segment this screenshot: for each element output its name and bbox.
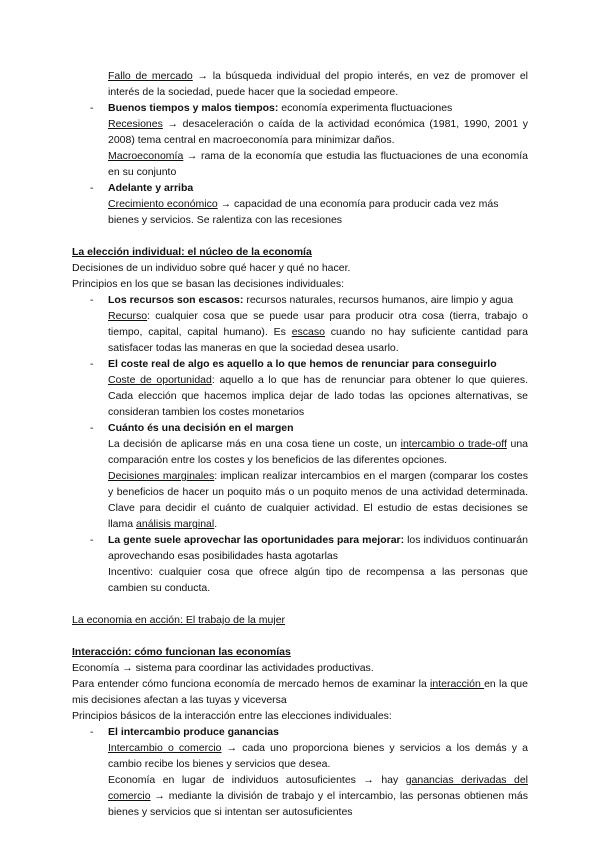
term-recesiones: Recesiones: [108, 118, 163, 130]
bullet-aprovechar-oportunidades: - La gente suele aprovechar las oportunidades para mejorar: los individuos continuarán aprovechando esas posibilidades hasta agotarlas: [72, 532, 528, 564]
intercambio-comercio-paragraph: Intercambio o comercio → cada uno proporciona bienes y servicios a los demás y a cambio recibe los bienes y servicios que desea.: [108, 742, 528, 770]
bullet-coste-real: - El coste real de algo es aquello a lo que hemos de renunciar para conseguirlo: [72, 356, 528, 372]
term-recurso: Recurso: [108, 310, 148, 322]
decisiones-marginales-paragraph: Decisiones marginales: implican realizar intercambios en el margen (comparar los costes y beneficios de hacer un poquito más o un poquito menos de una actividad determinada. Clave para decidir el cuánto de cualquier actividad. El estudio de estas decisiones se llama análisis marginal.: [108, 470, 528, 530]
crecimiento-paragraph: Crecimiento económico → capacidad de una economía para producir cada vez más bienes y servicios. Se ralentiza con las recesiones: [108, 198, 499, 226]
section-heading-eleccion-individual: La elección individual: el núcleo de la economía: [72, 246, 312, 258]
coste-oportunidad-paragraph: Coste de oportunidad: aquello a lo que has de renunciar para obtener lo que quieres. Cada elección que hacemos implica dejar de lado todas las opciones alternativas, se consideran tambien los costes monetarios: [108, 374, 529, 418]
ganancias-comercio-paragraph: Economía en lugar de individuos autosuficientes → hay ganancias derivadas del comercio → mediante la división de trabajo y el intercambio, las personas obtienen más bienes y servicios que si intentan ser autosuficientes: [108, 774, 528, 818]
intro-line-1: Decisiones de un individuo sobre qué hacer y qué no hacer.: [72, 262, 351, 274]
fallo-de-mercado-paragraph: Fallo de mercado → la búsqueda individual del propio interés, en vez de promover el interés de la sociedad, puede hacer que la sociedad empeore.: [108, 70, 529, 98]
bullet-intercambio-ganancias: - El intercambio produce ganancias: [72, 724, 528, 740]
macroeconomia-paragraph: Macroeconomía → rama de la economía que estudia las fluctuaciones de una economía en su conjunto: [108, 150, 528, 178]
principios-line: Principios básicos de la interacción entre las elecciones individuales:: [72, 710, 392, 722]
document-page: [72, 68, 528, 820]
term-interaccion: interacción: [430, 678, 485, 690]
economia-definition: Economía → sistema para coordinar las actividades productivas.: [72, 662, 374, 674]
term-decisiones-marginales: Decisiones marginales: [108, 470, 215, 482]
interaccion-paragraph: Para entender cómo funciona economía de mercado hemos de examinar la interacción en la que mis decisiones afectan a las tuyas y viceversa: [72, 678, 528, 706]
bullet-recursos-escasos: - Los recursos son escasos: recursos naturales, recursos humanos, aire limpio y agua: [72, 292, 528, 308]
term-escaso: escaso: [291, 326, 325, 338]
term-analisis-marginal: análisis marginal: [136, 518, 215, 530]
incentivo-paragraph: Incentivo: cualquier cosa que ofrece algún tipo de recompensa a las personas que cambien su conducta.: [108, 566, 528, 594]
term-fallo-de-mercado: Fallo de mercado: [108, 70, 193, 82]
bullet-decision-en-el-margen: - Cuánto és una decisión en el margen: [72, 420, 528, 436]
recurso-paragraph: Recurso: cualquier cosa que se puede usar para producir otra cosa (tierra, trabajo o tiempo, capital, capital humano). Es escaso cuando no hay suficiente cantidad para satisfacer todas las maneras en que la sociedad desea usarlo.: [108, 310, 528, 354]
term-coste-de-oportunidad: Coste de oportunidad: [108, 374, 212, 386]
term-crecimiento-economico: Crecimiento económico: [108, 198, 218, 210]
economia-en-accion-link[interactable]: La economia en acción: El trabajo de la mujer: [72, 614, 286, 626]
section-heading-interaccion: Interacción: cómo funcionan las economías: [72, 646, 291, 658]
recesiones-paragraph: Recesiones → desaceleración o caída de la actividad económica (1981, 1990, 2001 y 2008) tema central en macroeconomía para minimizar daños.: [108, 118, 528, 146]
decision-margen-paragraph: La decisión de aplicarse más en una cosa tiene un coste, un intercambio o trade-off una comparación entre los costes y los beneficios de las diferentes opciones.: [108, 438, 529, 466]
bullet-adelante-y-arriba: - Adelante y arriba: [72, 180, 528, 196]
term-macroeconomia: Macroeconomía: [108, 150, 184, 162]
term-intercambio-o-comercio: Intercambio o comercio: [108, 742, 222, 754]
term-ganancias-derivadas-del-comercio: ganancias derivadas del comercio: [108, 774, 528, 802]
bullet-buenos-tiempos: - Buenos tiempos y malos tiempos: economía experimenta fluctuaciones: [72, 100, 528, 116]
intro-line-2: Principios en los que se basan las decisiones individuales:: [72, 278, 344, 290]
term-intercambio-trade-off: intercambio o trade-off: [400, 438, 507, 450]
